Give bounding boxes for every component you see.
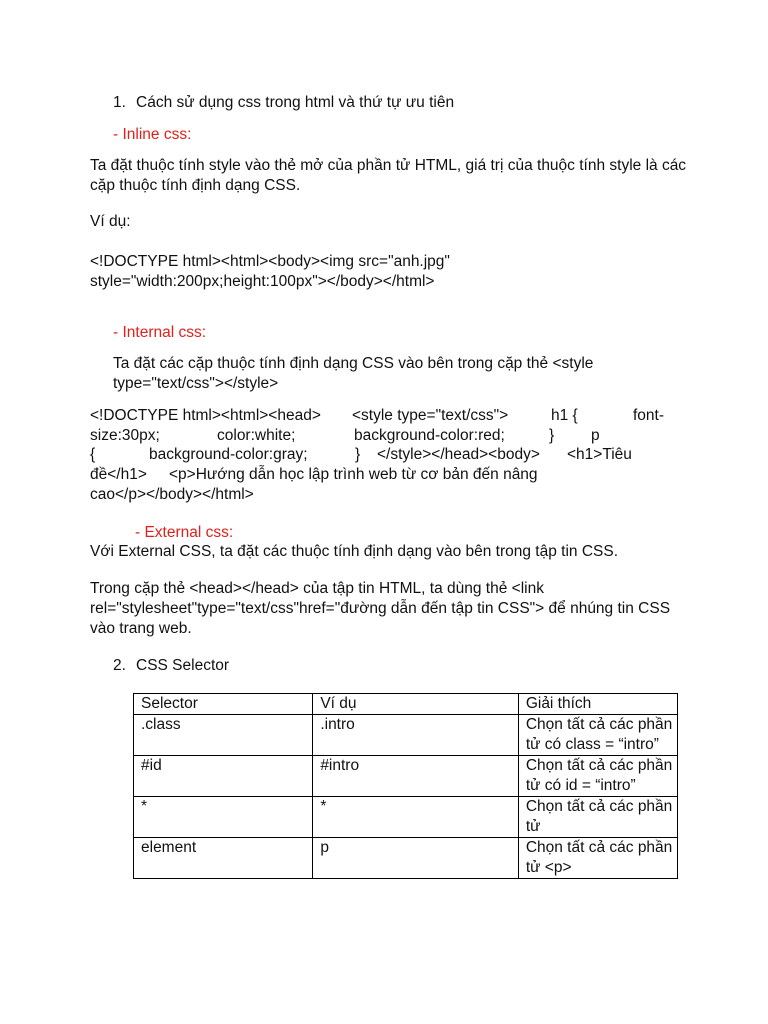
- table-header-cell: Selector: [134, 694, 313, 715]
- code-token: }: [549, 427, 555, 444]
- table-cell: Chọn tất cả các phần tử có id = “intro”: [518, 756, 677, 797]
- internal-css-label: - Internal css:: [113, 324, 207, 341]
- code-token: size:30px;: [90, 427, 160, 444]
- internal-css-description: Ta đặt các cặp thuộc tính định dạng CSS vào bên trong cặp thẻ <style type="text/css"></style>: [113, 355, 594, 392]
- example-label: Ví dụ:: [90, 213, 131, 230]
- external-css-description-2: Trong cặp thẻ <head></head> của tập tin HTML, ta dùng thẻ <link rel="stylesheet"type="text/css"href="đường dẫn đến tập tin CSS"> để nhúng tin CSS vào trang web.: [90, 580, 671, 637]
- table-cell: *: [134, 797, 313, 838]
- section2-number: 2.: [113, 657, 126, 674]
- inline-code-line1: <!DOCTYPE html><html><body><img src="anh.jpg": [90, 253, 450, 270]
- code-token: </style></head><body>: [377, 446, 540, 463]
- external-css-description: Với External CSS, ta đặt các thuộc tính định dạng vào bên trong tập tin CSS.: [90, 543, 619, 560]
- code-token: color:white;: [217, 427, 296, 444]
- external-css-label: - External css:: [135, 524, 234, 541]
- table-cell: #intro: [313, 756, 519, 797]
- code-token: <!DOCTYPE html><html><head>: [90, 407, 321, 424]
- table-cell: Chọn tất cả các phần tử: [518, 797, 677, 838]
- code-token: <h1>Tiêu: [567, 446, 632, 463]
- table-row: [134, 838, 678, 879]
- code-token: <p>Hướng dẫn học lập trình web từ cơ bản đến nâng: [169, 466, 538, 483]
- section1-number: 1.: [113, 94, 126, 111]
- table-cell: .intro: [313, 715, 519, 756]
- table-row: [134, 756, 678, 797]
- code-token: }: [355, 446, 361, 463]
- code-token: <style type="text/css">: [352, 407, 509, 424]
- code-token: background-color:gray;: [149, 446, 308, 463]
- table-row: [134, 797, 678, 838]
- table-cell: Chọn tất cả các phần tử <p>: [518, 838, 677, 879]
- table-cell: .class: [134, 715, 313, 756]
- code-token: background-color:red;: [354, 427, 505, 444]
- code-token: h1 {: [551, 407, 578, 424]
- code-token: p: [591, 427, 600, 444]
- inline-css-description: Ta đặt thuộc tính style vào thẻ mở của phần tử HTML, giá trị của thuộc tính style là các cặp thuộc tính định dạng CSS.: [90, 157, 687, 194]
- table-cell: p: [313, 838, 519, 879]
- table-cell: element: [134, 838, 313, 879]
- code-token: đề</h1>: [90, 466, 147, 483]
- table-cell: #id: [134, 756, 313, 797]
- inline-css-label: - Inline css:: [113, 126, 192, 143]
- css-selector-table: [133, 693, 678, 879]
- section1-heading: Cách sử dụng css trong html và thứ tự ưu tiên: [136, 94, 455, 111]
- table-cell: *: [313, 797, 519, 838]
- section2-heading: CSS Selector: [136, 657, 230, 674]
- table-header-cell: Giải thích: [518, 694, 677, 715]
- table-header-row: [134, 694, 678, 715]
- table-header-cell: Ví dụ: [313, 694, 519, 715]
- code-token: {: [90, 446, 96, 463]
- table-row: [134, 715, 678, 756]
- inline-code-line2: style="width:200px;height:100px"></body></html>: [90, 273, 435, 290]
- code-token: font-: [633, 407, 665, 424]
- table-cell: Chọn tất cả các phần tử có class = “intro”: [518, 715, 677, 756]
- code-token: cao</p></body></html>: [90, 486, 254, 503]
